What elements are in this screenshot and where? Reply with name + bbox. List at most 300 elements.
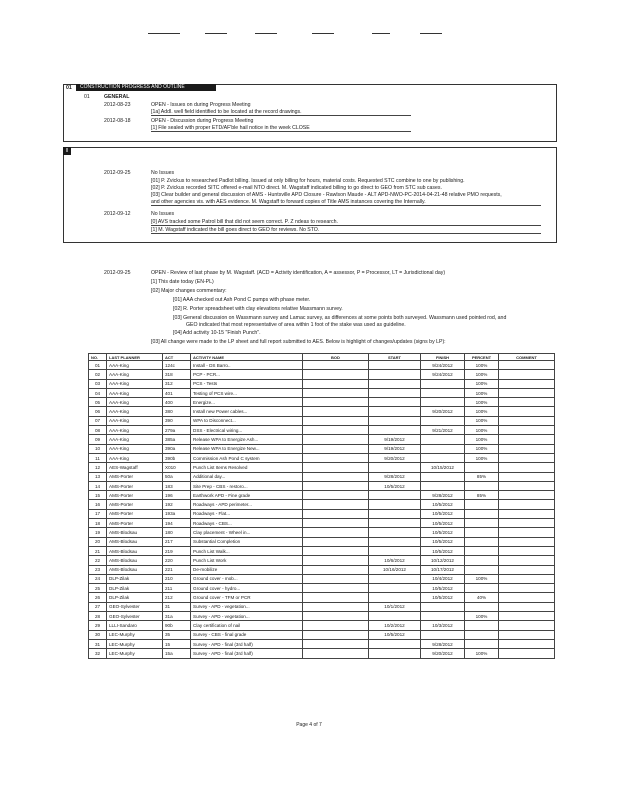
table-row xyxy=(89,407,555,416)
table-row xyxy=(89,416,555,425)
table-row xyxy=(89,546,555,555)
cell-planner: AAA-King xyxy=(107,416,163,425)
header-rule xyxy=(255,33,277,34)
cell-planner: LLLI-Sandaro xyxy=(107,621,163,630)
cell-percent: 100% xyxy=(465,416,499,425)
cell-bod xyxy=(303,379,369,388)
cell-percent xyxy=(465,565,499,574)
table-row xyxy=(89,388,555,397)
cell-finish: 9/20/2012 xyxy=(421,649,465,658)
cell-no: 01 xyxy=(89,361,107,370)
cell-bod xyxy=(303,602,369,611)
cell-comment xyxy=(499,649,555,658)
cell-finish: 9/28/2012 xyxy=(421,491,465,500)
entry-date: 2012-08-23 xyxy=(104,102,131,108)
entry-note: [1a] Addl. well field identified to be located at the record drawings. xyxy=(151,109,411,116)
cell-act: 50a xyxy=(163,472,191,481)
cell-no: 13 xyxy=(89,472,107,481)
cell-act: 212 xyxy=(163,593,191,602)
cell-activity: Release WPA to Energize New... xyxy=(191,444,303,453)
cell-comment xyxy=(499,630,555,639)
cell-activity: Ground cover - hydro... xyxy=(191,584,303,593)
cell-act: 35 xyxy=(163,630,191,639)
cell-comment xyxy=(499,444,555,453)
table-row xyxy=(89,398,555,407)
cell-activity: Testing of PCS wire... xyxy=(191,388,303,397)
col-header-finish: FINISH xyxy=(421,354,465,361)
table-row xyxy=(89,435,555,444)
cell-finish: 9/28/2012 xyxy=(421,639,465,648)
cell-percent: 85% xyxy=(465,491,499,500)
cell-no: 27 xyxy=(89,602,107,611)
cell-percent: 100% xyxy=(465,426,499,435)
cell-percent: 40% xyxy=(465,593,499,602)
cell-finish: 10/17/2012 xyxy=(421,565,465,574)
cell-activity: Install new Power cables... xyxy=(191,407,303,416)
table-row xyxy=(89,612,555,621)
cell-act: 211 xyxy=(163,584,191,593)
cell-bod xyxy=(303,574,369,583)
cell-start: 10/5/2012 xyxy=(369,630,421,639)
cell-no: 12 xyxy=(89,463,107,472)
cell-no: 25 xyxy=(89,584,107,593)
sub-line: GEO indicated that most representative of area within 1 foot of the stake was used as guideline. xyxy=(186,322,406,328)
cell-finish: 9/24/2012 xyxy=(421,361,465,370)
header-rule xyxy=(420,33,442,34)
cell-finish xyxy=(421,444,465,453)
cell-percent xyxy=(465,528,499,537)
cell-planner: LEC-Murphy xyxy=(107,649,163,658)
cell-comment xyxy=(499,500,555,509)
cell-activity: WPA to Disconnect... xyxy=(191,416,303,425)
cell-bod xyxy=(303,370,369,379)
cell-activity: Survey - APD - vegetation... xyxy=(191,602,303,611)
entry-heading: No Issues xyxy=(151,211,175,217)
cell-no: 18 xyxy=(89,519,107,528)
cell-start xyxy=(369,509,421,518)
cell-activity: DSS - Electrical wiring... xyxy=(191,426,303,435)
cell-finish: 10/5/2012 xyxy=(421,519,465,528)
cell-finish xyxy=(421,453,465,462)
cell-finish xyxy=(421,388,465,397)
cell-start: 9/19/2012 xyxy=(369,435,421,444)
header-rule xyxy=(205,33,227,34)
cell-start xyxy=(369,649,421,658)
cell-percent: 100% xyxy=(465,444,499,453)
cell-finish: 9/20/2012 xyxy=(421,407,465,416)
cell-percent xyxy=(465,463,499,472)
cell-start xyxy=(369,546,421,555)
cell-planner: AMS-Porter xyxy=(107,481,163,490)
cell-no: 30 xyxy=(89,630,107,639)
cell-act: 31a xyxy=(163,612,191,621)
cell-start xyxy=(369,528,421,537)
cell-act: 15a xyxy=(163,649,191,658)
cell-act: 400 xyxy=(163,398,191,407)
cell-planner: GEO-Sylvester xyxy=(107,602,163,611)
cell-no: 32 xyxy=(89,649,107,658)
cell-activity: Install - DS Barro.. xyxy=(191,361,303,370)
cell-bod xyxy=(303,630,369,639)
cell-no: 28 xyxy=(89,612,107,621)
cell-activity: Earthwork APD - Fine grade xyxy=(191,491,303,500)
cell-comment xyxy=(499,584,555,593)
table-row xyxy=(89,444,555,453)
cell-percent: 100% xyxy=(465,649,499,658)
table-row xyxy=(89,361,555,370)
cell-planner: AMS-Blodsau xyxy=(107,528,163,537)
cell-activity: Punch List Items Resolved xyxy=(191,463,303,472)
cell-planner: AAA-King xyxy=(107,444,163,453)
cell-start xyxy=(369,398,421,407)
entry-line: [02] Major changes commentary: xyxy=(151,288,227,294)
cell-comment xyxy=(499,435,555,444)
cell-comment xyxy=(499,407,555,416)
cell-no: 02 xyxy=(89,370,107,379)
cell-planner: AAA-King xyxy=(107,361,163,370)
cell-start xyxy=(369,639,421,648)
header-rule xyxy=(148,33,180,34)
cell-bod xyxy=(303,612,369,621)
cell-bod xyxy=(303,453,369,462)
cell-percent: 100% xyxy=(465,435,499,444)
cell-finish xyxy=(421,602,465,611)
cell-start xyxy=(369,361,421,370)
cell-start xyxy=(369,370,421,379)
table-row xyxy=(89,519,555,528)
entry-line: [03] Clear builder and general discussion of AMS - Huntsville APD Closure - Rawlson Maude - ALT APD-NWO-PC-2014-04-21-48 relative PMO requests, xyxy=(151,192,502,198)
cell-act: 124c xyxy=(163,361,191,370)
cell-percent xyxy=(465,621,499,630)
cell-bod xyxy=(303,361,369,370)
cell-bod xyxy=(303,528,369,537)
cell-percent: 100% xyxy=(465,388,499,397)
cell-planner: LEC-Murphy xyxy=(107,630,163,639)
table-row xyxy=(89,602,555,611)
cell-act: 194 xyxy=(163,519,191,528)
last-planner-table xyxy=(88,353,555,659)
cell-comment xyxy=(499,361,555,370)
cell-start xyxy=(369,537,421,546)
sub-line: [04] Add activity 10-15 "Finish Punch". xyxy=(173,330,261,336)
cell-planner: AAA-King xyxy=(107,398,163,407)
cell-start xyxy=(369,593,421,602)
cell-start: 10/2/2012 xyxy=(369,621,421,630)
cell-bod xyxy=(303,472,369,481)
table-row xyxy=(89,379,555,388)
cell-activity: Additional day... xyxy=(191,472,303,481)
cell-bod xyxy=(303,556,369,565)
table-row xyxy=(89,584,555,593)
header-rule xyxy=(372,33,390,34)
cell-planner: AMS-Blodsau xyxy=(107,565,163,574)
cell-act: 390a xyxy=(163,444,191,453)
cell-planner: DLP-Zilak xyxy=(107,593,163,602)
cell-percent: 100% xyxy=(465,407,499,416)
cell-percent xyxy=(465,602,499,611)
cell-percent: 100% xyxy=(465,370,499,379)
cell-activity: PCP - PCR... xyxy=(191,370,303,379)
cell-bod xyxy=(303,584,369,593)
entry-date: 2012-09-25 xyxy=(104,270,131,276)
cell-no: 31 xyxy=(89,639,107,648)
entry-date: 2012-09-25 xyxy=(104,170,131,176)
cell-act: 217 xyxy=(163,537,191,546)
cell-percent xyxy=(465,556,499,565)
cell-act: 380 xyxy=(163,407,191,416)
cell-finish xyxy=(421,630,465,639)
cell-act: 193a xyxy=(163,509,191,518)
table-row xyxy=(89,649,555,658)
cell-finish: 10/5/2012 xyxy=(421,500,465,509)
cell-finish xyxy=(421,472,465,481)
cell-planner: AAA-King xyxy=(107,435,163,444)
table-row xyxy=(89,630,555,639)
cell-start xyxy=(369,388,421,397)
cell-finish xyxy=(421,398,465,407)
table-row xyxy=(89,556,555,565)
cell-finish: 10/5/2012 xyxy=(421,528,465,537)
cell-start: 10/6/2012 xyxy=(369,556,421,565)
cell-act: 279a xyxy=(163,426,191,435)
cell-finish: 9/24/2012 xyxy=(421,370,465,379)
table-row xyxy=(89,472,555,481)
cell-bod xyxy=(303,519,369,528)
cell-activity: Punch List Walk... xyxy=(191,546,303,555)
cell-planner: AMS-Porter xyxy=(107,519,163,528)
table-row xyxy=(89,370,555,379)
cell-comment xyxy=(499,416,555,425)
cell-activity: Energize... xyxy=(191,398,303,407)
entry-line: [1] M. Wagstaff indicated the bill goes direct to GEO for reviews. No STO. xyxy=(151,227,541,234)
cell-planner: AAA-King xyxy=(107,407,163,416)
cell-activity: De-mobilize xyxy=(191,565,303,574)
cell-start: 10/1/2012 xyxy=(369,602,421,611)
cell-act: X010 xyxy=(163,463,191,472)
cell-act: 183 xyxy=(163,481,191,490)
cell-finish: 10/12/2012 xyxy=(421,556,465,565)
cell-act: 15 xyxy=(163,639,191,648)
cell-no: 16 xyxy=(89,500,107,509)
cell-activity: Roadways - CBS... xyxy=(191,519,303,528)
cell-start: 9/28/2012 xyxy=(369,472,421,481)
entry-line: [02] P. Zvickus recorded SITC offered e-mail NTO direct. M. Wagstaff indicated billing to go direct to GEO from STC sub cases. xyxy=(151,185,442,191)
cell-percent xyxy=(465,639,499,648)
cell-planner: AMS-Blodsau xyxy=(107,537,163,546)
cell-planner: AAA-King xyxy=(107,370,163,379)
table-row xyxy=(89,426,555,435)
cell-percent: 100% xyxy=(465,398,499,407)
cell-percent: 100% xyxy=(465,453,499,462)
cell-bod xyxy=(303,416,369,425)
cell-percent: 85% xyxy=(465,472,499,481)
cell-bod xyxy=(303,621,369,630)
cell-activity: Site Prep - CBS - restoro... xyxy=(191,481,303,490)
cell-bod xyxy=(303,500,369,509)
cell-no: 23 xyxy=(89,565,107,574)
cell-planner: AES-Wagstaff xyxy=(107,463,163,472)
cell-no: 11 xyxy=(89,453,107,462)
cell-comment xyxy=(499,370,555,379)
cell-comment xyxy=(499,453,555,462)
cell-percent xyxy=(465,519,499,528)
cell-act: 318 xyxy=(163,370,191,379)
cell-act: 385a xyxy=(163,435,191,444)
cell-bod xyxy=(303,593,369,602)
cell-no: 10 xyxy=(89,444,107,453)
cell-planner: AMS-Porter xyxy=(107,509,163,518)
cell-finish: 10/5/2012 xyxy=(421,546,465,555)
header-rule xyxy=(312,33,334,34)
cell-comment xyxy=(499,593,555,602)
cell-finish: 10/5/2012 xyxy=(421,593,465,602)
cell-activity: Substantial Completion xyxy=(191,537,303,546)
cell-percent: 100% xyxy=(465,612,499,621)
cell-comment xyxy=(499,621,555,630)
cell-activity: Clay certification of nail xyxy=(191,621,303,630)
cell-bod xyxy=(303,444,369,453)
cell-act: 180 xyxy=(163,528,191,537)
cell-no: 19 xyxy=(89,528,107,537)
cell-act: 192 xyxy=(163,500,191,509)
col-header-comment: COMMENT xyxy=(499,354,555,361)
col-header-act: ACT xyxy=(163,354,191,361)
cell-planner: AAA-King xyxy=(107,426,163,435)
cell-no: 14 xyxy=(89,481,107,490)
cell-bod xyxy=(303,388,369,397)
cell-planner: AMS-Blodsau xyxy=(107,546,163,555)
cell-planner: AAA-King xyxy=(107,379,163,388)
general-heading: GENERAL xyxy=(104,94,130,100)
cell-act: 401 xyxy=(163,388,191,397)
cell-comment xyxy=(499,509,555,518)
col-header-activity: ACTIVITY NAME xyxy=(191,354,303,361)
table-row xyxy=(89,453,555,462)
cell-bod xyxy=(303,565,369,574)
cell-comment xyxy=(499,639,555,648)
cell-finish xyxy=(421,435,465,444)
cell-start xyxy=(369,574,421,583)
table-row xyxy=(89,639,555,648)
cell-percent xyxy=(465,500,499,509)
table-row xyxy=(89,463,555,472)
col-header-planner: LAST PLANNER xyxy=(107,354,163,361)
entry-note: [1] File sealed with proper ETD/AF'ble hail notice in the week CLOSE xyxy=(151,125,411,132)
cell-comment xyxy=(499,519,555,528)
cell-act: 31 xyxy=(163,602,191,611)
sub-line: [03] General discussion on Wassmann survey and Lamac survey, as differences at some points both surveyed. Wassmann used pointed rod, and xyxy=(173,315,507,321)
cell-finish: 10/5/2012 xyxy=(421,584,465,593)
cell-bod xyxy=(303,463,369,472)
cell-no: 04 xyxy=(89,388,107,397)
cell-start xyxy=(369,407,421,416)
entry-title: OPEN - Discussion during Progress Meeting xyxy=(151,118,254,124)
cell-no: 06 xyxy=(89,407,107,416)
cell-comment xyxy=(499,472,555,481)
cell-bod xyxy=(303,426,369,435)
entry-title: OPEN - Review of last phase by M. Wagstaff. (ACD = Activity identification, A = assessor, P = Processor, LT = Jurisdictional day) xyxy=(151,270,446,276)
cell-planner: AAA-King xyxy=(107,388,163,397)
sub-line: [01] AAA checked out Ash Pond C pumps with phase meter. xyxy=(173,297,311,303)
cell-comment xyxy=(499,398,555,407)
cell-no: 17 xyxy=(89,509,107,518)
cell-finish: 10/3/2012 xyxy=(421,621,465,630)
cell-no: 08 xyxy=(89,426,107,435)
cell-activity: Commission Ash Pond C system xyxy=(191,453,303,462)
cell-finish xyxy=(421,416,465,425)
item-number: 01 xyxy=(84,94,90,100)
table-row xyxy=(89,481,555,490)
cell-start xyxy=(369,500,421,509)
col-header-bod: BOD xyxy=(303,354,369,361)
cell-activity: Survey - APD - final (3rd half) xyxy=(191,639,303,648)
cell-no: 22 xyxy=(89,556,107,565)
cell-activity: PCS - Tests xyxy=(191,379,303,388)
cell-comment xyxy=(499,537,555,546)
cell-percent xyxy=(465,630,499,639)
cell-finish: 10/5/2012 xyxy=(421,537,465,546)
col-header-start: START xyxy=(369,354,421,361)
cell-bod xyxy=(303,649,369,658)
sub-line: [02] R. Porter spreadsheet with clay elevations relative Massmann survey. xyxy=(173,306,343,312)
cell-no: 03 xyxy=(89,379,107,388)
cell-planner: AMS-Porter xyxy=(107,472,163,481)
cell-planner: DLP-Zilak xyxy=(107,584,163,593)
cell-start xyxy=(369,463,421,472)
cell-start xyxy=(369,612,421,621)
cell-percent xyxy=(465,509,499,518)
cell-comment xyxy=(499,546,555,555)
cell-no: 26 xyxy=(89,593,107,602)
cell-bod xyxy=(303,546,369,555)
cell-comment xyxy=(499,463,555,472)
cell-finish xyxy=(421,481,465,490)
table-header-row xyxy=(89,354,555,361)
cell-start xyxy=(369,519,421,528)
cell-finish xyxy=(421,612,465,621)
cell-comment xyxy=(499,388,555,397)
cell-no: 05 xyxy=(89,398,107,407)
cell-planner: LEC-Murphy xyxy=(107,639,163,648)
cell-act: 90b xyxy=(163,621,191,630)
entry-line: [0] AVS tracked some Patrol bill that did not seem correct. P. Z ndeas to research. xyxy=(151,219,541,226)
cell-act: 390 xyxy=(163,416,191,425)
cell-no: 20 xyxy=(89,537,107,546)
entry-heading: No Issues xyxy=(151,170,175,176)
table-row xyxy=(89,574,555,583)
cell-percent xyxy=(465,537,499,546)
cell-bod xyxy=(303,407,369,416)
entry-line: [1] This date today (EN-PL) xyxy=(151,279,214,285)
cell-comment xyxy=(499,379,555,388)
closing-line: [03] All change were made to the LP sheet and full report submitted to AES. Below is highlight of changes/updates (signs by LP): xyxy=(151,339,446,345)
cell-percent xyxy=(465,546,499,555)
table-row xyxy=(89,537,555,546)
cell-bod xyxy=(303,481,369,490)
col-header-no: NO. xyxy=(89,354,107,361)
cell-bod xyxy=(303,509,369,518)
cell-planner: GEO-Sylvester xyxy=(107,612,163,621)
cell-act: 219 xyxy=(163,546,191,555)
cell-no: 15 xyxy=(89,491,107,500)
cell-activity: Release WPA to Energize Ash... xyxy=(191,435,303,444)
entry-line: and other agencies vis. with AES evidence. M. Wagstaff to forward copies of Title AMS instances covering the Internally. xyxy=(151,199,541,206)
table-row xyxy=(89,491,555,500)
cell-activity: Roadways - APD perimeter... xyxy=(191,500,303,509)
cell-planner: AMS-Blodsau xyxy=(107,556,163,565)
cell-comment xyxy=(499,612,555,621)
cell-activity: Ground cover - mob... xyxy=(191,574,303,583)
